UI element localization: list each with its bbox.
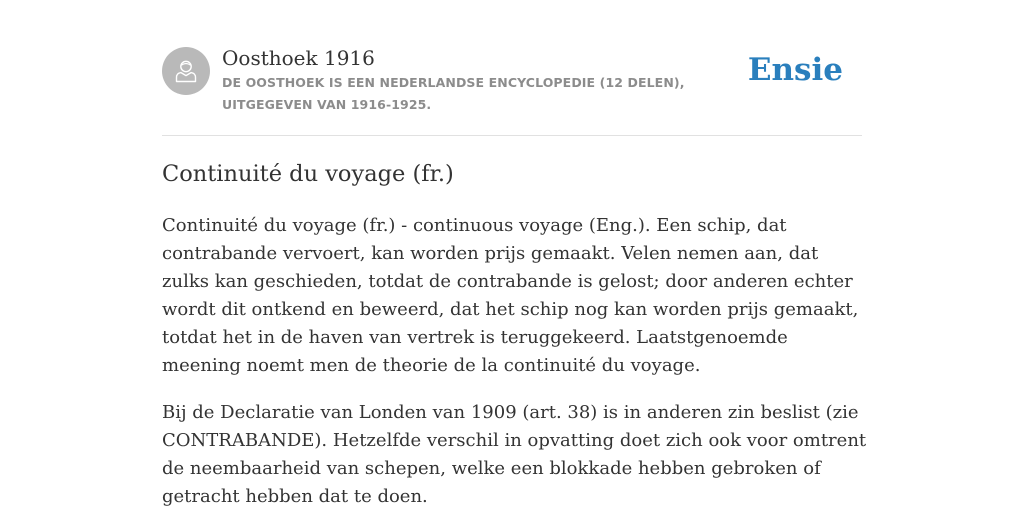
source-description: DE OOSTHOEK IS EEN NEDERLANDSE ENCYCLOPEDIE (12 DELEN), UITGEGEVEN VAN 1916-1925.	[222, 75, 685, 112]
brand-logo[interactable]: Ensie	[747, 52, 843, 88]
article-paragraph: Bij de Declaratie van Londen van 1909 (art. 38) is in anderen zin beslist (zie CONTRABANDE). Hetzelfde verschil in opvatting doet zich ook voor omtrent de neembaarheid van schepen, welke een blokkade hebben gebroken of getracht hebben dat te doen.	[162, 402, 867, 507]
article-body	[162, 212, 867, 512]
article-paragraph: Continuité du voyage (fr.) - continuous voyage (Eng.). Een schip, dat contrabande vervoert, kan worden prijs gemaakt. Velen nemen aan, dat zulks kan geschieden, totdat de contrabande is gelost; door anderen echter wordt dit ontkend en beweerd, dat het schip nog kan worden prijs gemaakt, totdat het in de haven van vertrek is teruggekeerd. Laatstgenoemde meening noemt men de theorie de la continuité du voyage.	[162, 215, 859, 376]
article-title: Continuité du voyage (fr.)	[162, 161, 454, 187]
source-avatar[interactable]	[162, 47, 210, 95]
source-header	[162, 44, 862, 124]
source-name[interactable]: Oosthoek 1916	[222, 46, 375, 70]
user-icon	[171, 56, 201, 86]
header-divider	[162, 135, 862, 136]
